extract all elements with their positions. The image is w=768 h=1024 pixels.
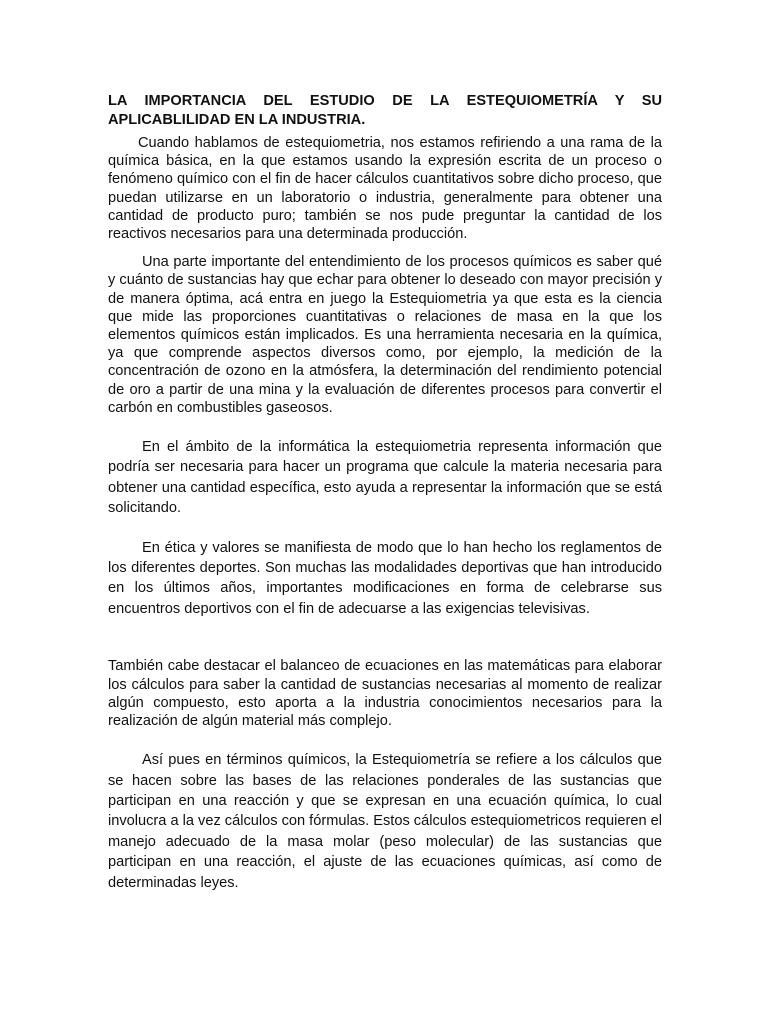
- document-page: [108, 92, 662, 893]
- paragraph-conclusion: Así pues en términos químicos, la Estequiometría se refiere a los cálculos que se hacen sobre las bases de las relaciones ponderales de las sustancias que participan en una reacción y que se expresan en una ecuación química, lo cual involucra a la vez cálculos con fórmulas. Estos cálculos estequiometricos requieren el manejo adecuado de la masa molar (peso molecular) de las sustancias que participan en una reacción, el ajuste de las ecuaciones químicas, así como de determinadas leyes.: [108, 752, 663, 891]
- document-title: LA IMPORTANCIA DEL ESTUDIO DE LA ESTEQUIOMETRÍA Y SU APLICABLILIDAD EN LA INDUSTRIA.: [108, 93, 662, 128]
- paragraph-etica-valores: En ética y valores se manifiesta de modo que lo han hecho los reglamentos de los diferentes deportes. Son muchas las modalidades deportivas que han introducido en los últimos años, importantes modificaciones en forma de celebrarse sus encuentros deportivos con el fin de adecuarse a las exigencias televisivas.: [108, 539, 662, 617]
- paragraph-procesos-quimicos: Una parte importante del entendimiento de los procesos químicos es saber qué y cuánto de sustancias hay que echar para obtener lo deseado con mayor precisión y de manera óptima, acá entra en juego la Estequiometria ya que esta es la ciencia que mide las proporciones cuantitativas o relaciones de masa en la que los elementos químicos están implicados. Es una herramienta necesaria en la química, ya que comprende aspectos diversos como, por ejemplo, la medición de la concentración de ozono en la atmósfera, la determinación del rendimiento potencial de oro a partir de una mina y la evaluación de diferentes procesos para convertir el carbón en combustibles gaseosos.: [108, 254, 662, 416]
- paragraph-matematicas: También cabe destacar el balanceo de ecuaciones en las matemáticas para elaborar los cálculos para saber la cantidad de sustancias necesarias al momento de realizar algún compuesto, esto aporta a la industria conocimientos necesarios para la realización de algún material más complejo.: [108, 658, 662, 729]
- paragraph-introduccion: Cuando hablamos de estequiometria, nos estamos refiriendo a una rama de la química básica, en la que estamos usando la expresión escrita de un proceso o fenómeno químico con el fin de hacer cálculos cuantitativos sobre dicho proceso, que puedan utilizarse en un laboratorio o industria, generalmente para obtener una cantidad de producto puro; también se nos pude preguntar la cantidad de los reactivos necesarios para una determinada producción.: [108, 135, 662, 243]
- paragraph-informatica: En el ámbito de la informática la estequiometria representa información que podría ser necesaria para hacer un programa que calcule la materia necesaria para obtener una cantidad específica, esto ayuda a representar la información que se está solicitando.: [108, 439, 662, 517]
